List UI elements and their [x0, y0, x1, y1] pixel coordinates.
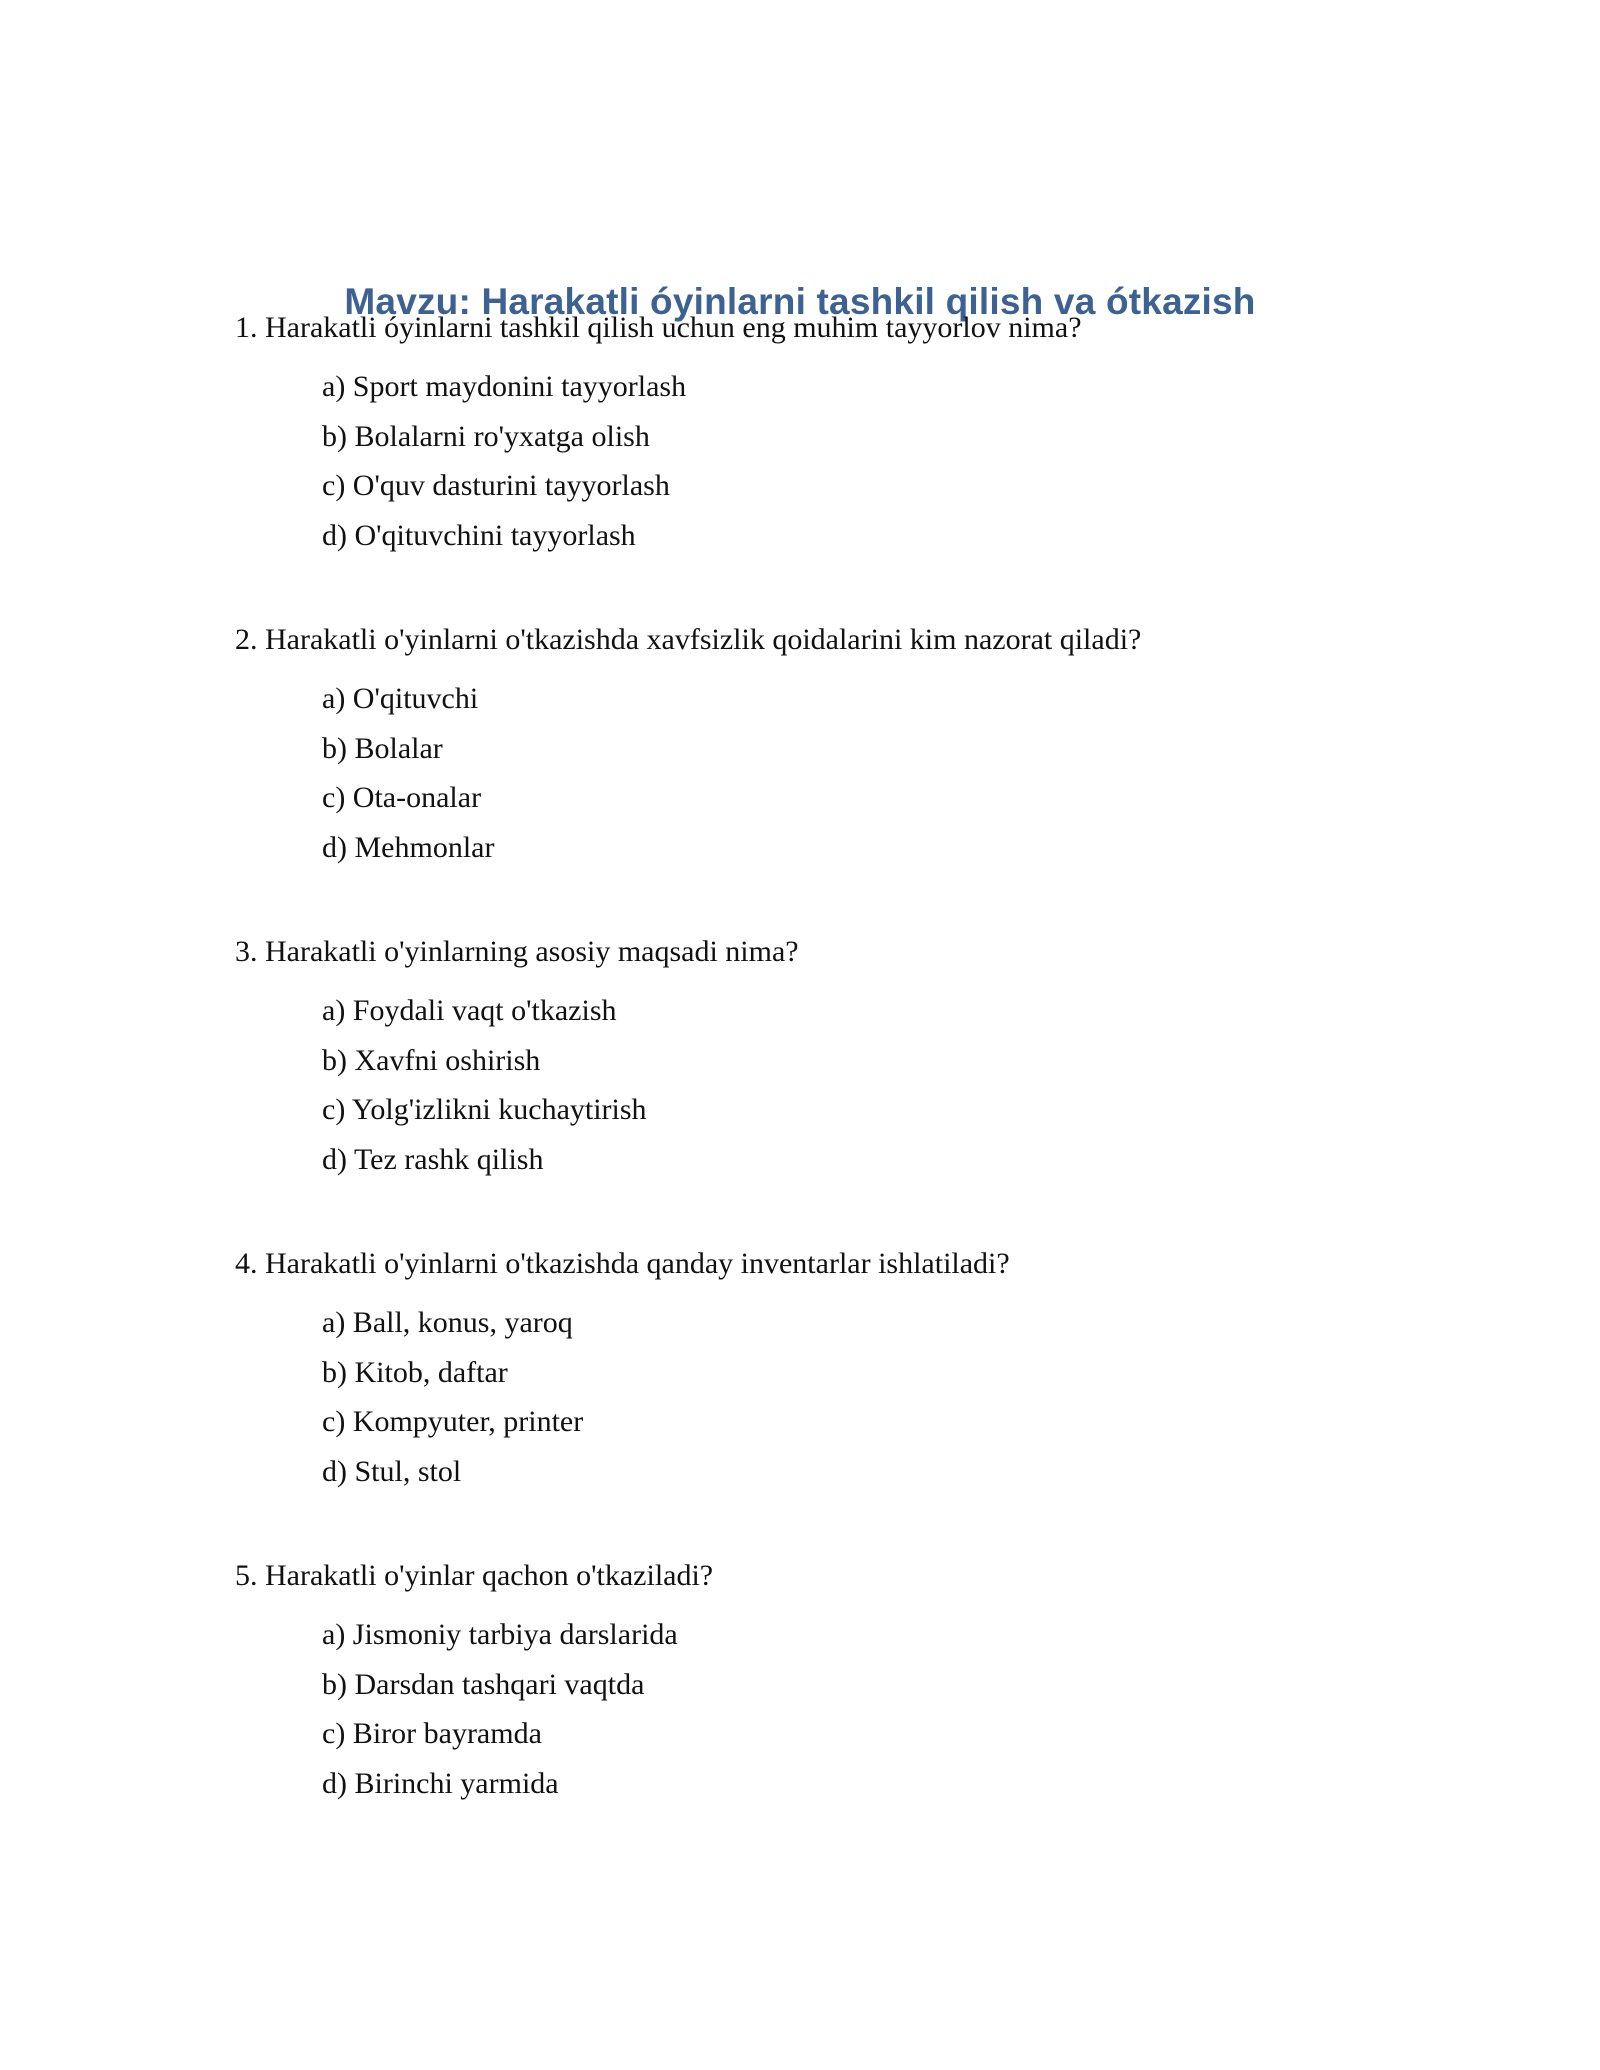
- answer-option-c: c) O'quv dasturini tayyorlash: [322, 469, 670, 502]
- answer-option-b: b) Darsdan tashqari vaqtda: [322, 1667, 645, 1701]
- question-2: [235, 618, 1435, 872]
- answer-option-b: b) Bolalar: [322, 731, 443, 765]
- question-text: 3. Harakatli o'yinlarning asosiy maqsadi nima?: [235, 935, 799, 968]
- answer-option-b: b) Xavfni oshirish: [322, 1043, 541, 1077]
- answer-option-d: d) Stul, stol: [322, 1454, 462, 1488]
- answer-option-a: a) Foydali vaqt o'tkazish: [322, 994, 617, 1027]
- question-4: [235, 1242, 1435, 1496]
- question-text: 1. Harakatli óyinlarni tashkil qilish uchun eng muhim tayyorlov nima?: [235, 311, 1082, 344]
- question-text: 4. Harakatli o'yinlarni o'tkazishda qanday inventarlar ishlatiladi?: [235, 1247, 1010, 1280]
- answer-option-a: a) Jismoniy tarbiya darslarida: [322, 1618, 678, 1651]
- answer-options: [235, 1610, 1435, 1808]
- answer-option-c: c) Ota-onalar: [322, 781, 482, 814]
- question-3: [235, 930, 1435, 1184]
- answer-options: [235, 1298, 1435, 1496]
- answer-option-c: c) Yolg'izlikni kuchaytirish: [322, 1093, 647, 1126]
- question-text: 2. Harakatli o'yinlarni o'tkazishda xavfsizlik qoidalarini kim nazorat qiladi?: [235, 623, 1142, 656]
- answer-option-d: d) Tez rashk qilish: [322, 1142, 544, 1176]
- answer-option-a: a) Ball, konus, yaroq: [322, 1306, 573, 1339]
- question-1: [235, 306, 1435, 560]
- page-title: Mavzu: Harakatli óyinlarni tashkil qilish va ótkazish: [344, 280, 1256, 322]
- answer-option-b: b) Bolalarni ro'yxatga olish: [322, 419, 650, 453]
- answer-option-c: c) Kompyuter, printer: [322, 1405, 584, 1438]
- answer-option-b: b) Kitob, daftar: [322, 1355, 508, 1389]
- answer-option-d: d) Mehmonlar: [322, 830, 495, 864]
- answer-option-c: c) Biror bayramda: [322, 1717, 542, 1750]
- answer-options: [235, 674, 1435, 872]
- answer-option-d: d) Birinchi yarmida: [322, 1766, 559, 1800]
- question-5: [235, 1554, 1435, 1808]
- answer-option-a: a) O'qituvchi: [322, 682, 479, 715]
- quiz-content: [235, 306, 1435, 1866]
- answer-options: [235, 986, 1435, 1184]
- question-text: 5. Harakatli o'yinlar qachon o'tkaziladi?: [235, 1559, 714, 1592]
- answer-options: [235, 362, 1435, 560]
- answer-option-a: a) Sport maydonini tayyorlash: [322, 370, 687, 403]
- answer-option-d: d) O'qituvchini tayyorlash: [322, 518, 636, 552]
